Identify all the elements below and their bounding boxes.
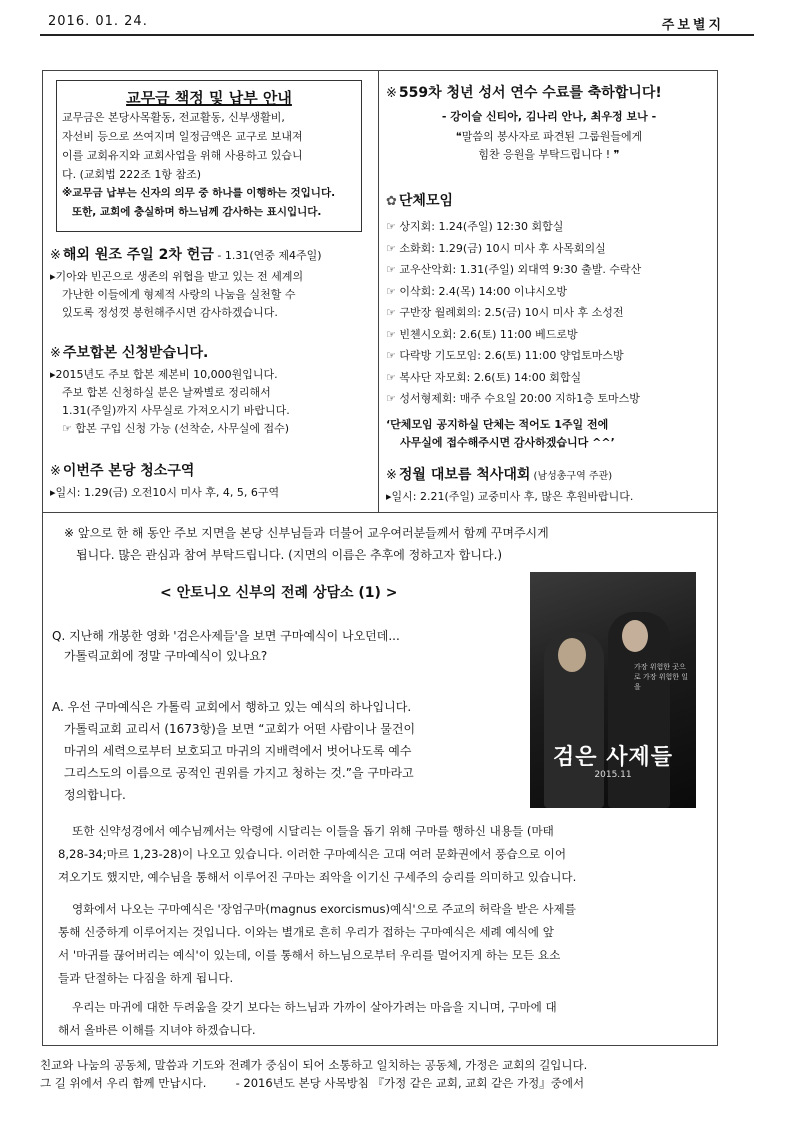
question-line: Q. 지난해 개봉한 영화 '검은사제들'을 보면 구마예식이 나오던데...: [52, 629, 400, 643]
intro-line: 됩니다. 많은 관심과 참여 부탁드립니다. (지면의 이름은 추후에 정하고자 합니다.): [76, 548, 503, 562]
paragraph-line: 들과 단절하는 다짐을 하게 됩니다.: [58, 971, 234, 985]
overseas-aid-section: [50, 244, 372, 322]
article-title: < 안토니오 신부의 전례 상담소 (1) >: [160, 585, 398, 601]
paragraph-line: 영화에서 나오는 구마예식은 '장엄구마(magnus exorcismus)예식'으로 주교의 허락을 받은 사제를: [72, 902, 576, 916]
group-item: ☞ 다락방 기도모임: 2.6(토) 11:00 양업토마스방: [386, 349, 624, 362]
group-item: ☞ 성서형제회: 매주 수요일 20:00 지하1층 토마스방: [386, 392, 640, 405]
youth-section: [386, 82, 712, 164]
contest-title: 정월 대보름 척사대회: [398, 467, 531, 483]
poster-title: 검은 사제들: [553, 745, 673, 770]
group-item: ☞ 빈첸시오회: 2.6(토) 11:00 베드로방: [386, 327, 578, 341]
youth-title: 559차 청년 성서 연수 수료를 축하합니다!: [398, 85, 662, 101]
overseas-aid-line: 있도록 정성껏 봉헌해주시면 감사하겠습니다.: [62, 306, 278, 319]
footer-line: 친교와 나눔의 공동체, 말씀과 기도와 전례가 중심이 되어 소통하고 일치하는 공동체, 가정은 교회의 길입니다.: [40, 1058, 588, 1072]
paragraph-line: 통해 신중하게 이루어지는 것입니다. 이와는 별개로 흔히 우리가 접하는 구마예식은 세례 예식에 앞: [58, 925, 554, 939]
intro-line: ※ 앞으로 한 해 동안 주보 지면을 본당 신부님들과 더불어 교우여러분들께서 함께 꾸며주시게: [64, 526, 549, 540]
overseas-aid-line: ▸기아와 빈곤으로 생존의 위협을 받고 있는 전 세계의: [50, 270, 304, 283]
paragraph-line: 해서 올바른 이해를 지녀야 하겠습니다.: [58, 1023, 256, 1037]
contest-line: ▸일시: 2.21(주일) 교중미사 후, 많은 후원바랍니다.: [386, 490, 634, 503]
asterism-icon: ※: [386, 86, 397, 101]
article-paragraph-2: [58, 820, 710, 889]
issue-date: 2016. 01. 24.: [48, 14, 148, 29]
tithe-note: 또한, 교회에 충실하며 하느님께 감사하는 표시입니다.: [72, 206, 322, 218]
youth-line: ❝말씀의 봉사자로 파견된 그룹원들에게: [455, 130, 643, 143]
footer: [40, 1056, 760, 1092]
paragraph-line: 또한 신약성경에서 예수님께서는 악령에 시달리는 이들을 돕기 위해 구마를 행하신 내용들 (마태: [72, 824, 554, 838]
youth-names: - 강이슬 신티아, 김나리 안나, 최우정 보나 -: [441, 110, 657, 123]
tithe-notice-title: 교무금 책정 및 납부 안내: [126, 89, 292, 107]
cleaning-title: 이번주 본당 청소구역: [62, 463, 195, 479]
contest-section: [386, 464, 712, 506]
intro-notice: [64, 522, 714, 566]
tithe-note: ※교무금 납부는 신자의 의무 중 하나를 이행하는 것입니다.: [62, 187, 336, 199]
column-divider: [378, 70, 379, 512]
section-divider: [42, 512, 718, 513]
group-item: ☞ 이삭회: 2.4(목) 14:00 이냐시오방: [386, 284, 567, 298]
answer-line: 정의합니다.: [64, 788, 126, 802]
footer-line: 그 길 위에서 우리 함께 만납시다. - 2016년도 본당 사목방침 『가정 같은 교회, 교회 같은 가정』중에서: [40, 1076, 585, 1090]
asterism-icon: ※: [386, 468, 397, 483]
groups-notice: ‘단체모임 공지하실 단체는 적어도 1주일 전에: [386, 417, 609, 431]
asterism-icon: ※: [50, 464, 61, 479]
article-paragraph-4: [58, 996, 710, 1042]
cleaning-section: [50, 460, 372, 502]
group-item: ☞ 상지회: 1.24(주일) 12:30 회합실: [386, 220, 564, 233]
flower-icon: ✿: [386, 194, 397, 209]
paragraph-line: 우리는 마귀에 대한 두려움을 갖기 보다는 하느님과 가까이 살아가려는 마음을 지니며, 구마에 대: [72, 1000, 557, 1014]
paragraph-line: 서 '마귀를 끊어버리는 예식'이 있는데, 이를 통해서 하느님으로부터 우리를 멀어지게 하는 모든 요소: [58, 948, 561, 962]
youth-line: 힘찬 응원을 부탁드립니다 ! ❞: [478, 148, 620, 161]
tithe-line: 이를 교회유지와 교회사업을 위해 사용하고 있습니: [62, 149, 303, 162]
answer-line: 마귀의 세력으로부터 보호되고 마귀의 지배력에서 벗어나도록 예수: [64, 744, 412, 758]
article-answer: [52, 696, 526, 806]
group-item: ☞ 소화회: 1.29(금) 10시 미사 후 사목회의실: [386, 241, 606, 255]
movie-poster-image: [530, 572, 696, 808]
groups-notice: 사무실에 접수해주시면 감사하겠습니다 ^^’: [400, 435, 615, 449]
answer-line: 그리스도의 이름으로 공적인 권위를 가지고 청하는 것.”을 구마라고: [64, 766, 414, 780]
overseas-aid-date: - 1.31(연중 제4주일): [213, 249, 322, 262]
poster-date: 2015.11: [594, 770, 632, 780]
bulletin-binding-section: [50, 342, 372, 438]
groups-section: [386, 190, 712, 452]
question-line: 가톨릭교회에 정말 구마예식이 있나요?: [64, 649, 268, 663]
group-item: ☞ 교우산악회: 1.31(주일) 외대역 9:30 출발. 수락산: [386, 263, 642, 276]
answer-line: 가톨릭교회 교리서 (1673항)을 보면 “교회가 어떤 사람이나 물건이: [64, 722, 416, 736]
header-divider: [40, 34, 754, 36]
paragraph-line: 져오기도 했지만, 예수님을 통해서 이루어진 구마는 죄악을 이기신 구세주의 승리를 의미하고 있습니다.: [58, 870, 577, 884]
groups-title: 단체모임: [398, 193, 454, 209]
asterism-icon: ※: [50, 346, 61, 361]
article-question: [52, 626, 522, 666]
paragraph-line: 8,28-34;마르 1,23-28)이 나오고 있습니다. 이러한 구마예식은 고대 여러 문화권에서 풍습으로 이어: [58, 847, 567, 861]
poster-tagline: 가장 위험한 곳으로 가장 위험한 일을: [634, 663, 689, 691]
tithe-notice-body: [62, 108, 358, 222]
bulletin-line: 1.31(주일)까지 사무실로 가져오시기 바랍니다.: [62, 404, 290, 417]
bulletin-line: ▸2015년도 주보 합본 제본비 10,000원입니다.: [50, 368, 278, 381]
answer-line: A. 우선 구마예식은 가톨릭 교회에서 행하고 있는 예식의 하나입니다.: [52, 700, 412, 714]
article-paragraph-3: [58, 898, 710, 990]
overseas-aid-title: 해외 원조 주일 2차 헌금: [62, 247, 214, 263]
cleaning-line: ▸일시: 1.29(금) 오전10시 미사 후, 4, 5, 6구역: [50, 486, 280, 499]
asterism-icon: ※: [50, 248, 61, 263]
group-item: ☞ 복사단 자모회: 2.6(토) 14:00 회합실: [386, 370, 582, 384]
bulletin-binding-title: 주보합본 신청받습니다.: [62, 345, 209, 361]
tithe-line: 자선비 등으로 쓰여지며 일정금액은 교구로 보내져: [62, 130, 303, 143]
overseas-aid-line: 가난한 이들에게 형제적 사랑의 나눔을 실천할 수: [62, 288, 296, 301]
group-item: ☞ 구반장 월례회의: 2.5(금) 10시 미사 후 소성전: [386, 306, 624, 319]
page-title: 주보별지: [661, 18, 724, 33]
bulletin-line: ☞ 합본 구입 신청 가능 (선착순, 사무실에 접수): [62, 422, 290, 435]
tithe-line: 다. (교회법 222조 1항 참조): [62, 168, 202, 181]
bulletin-line: 주보 합본 신청하실 분은 날짜별로 정리해서: [62, 386, 271, 399]
tithe-line: 교무금은 본당사목활동, 전교활동, 신부생활비,: [62, 111, 285, 124]
contest-organizer: (남성총구역 주관): [530, 471, 613, 482]
